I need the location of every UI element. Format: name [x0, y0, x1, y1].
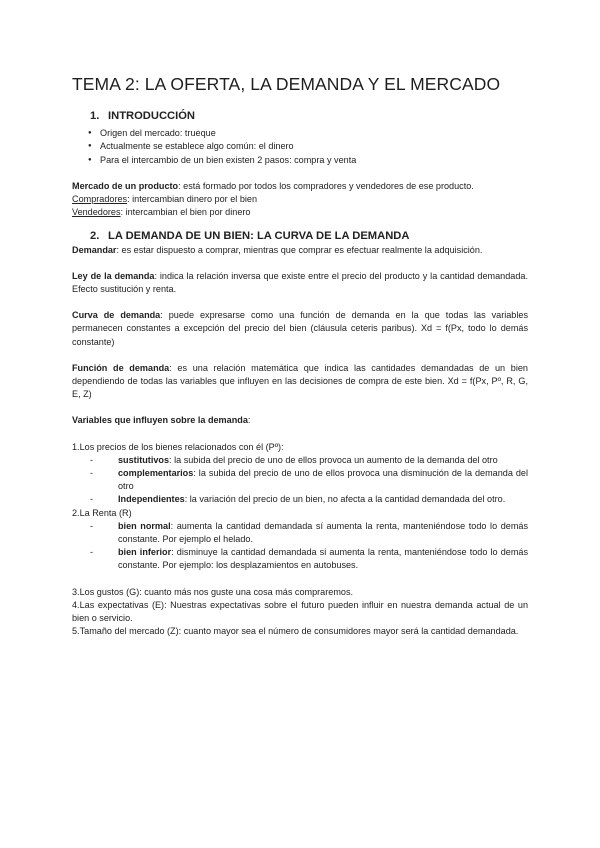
paragraph-curva [72, 309, 528, 349]
page-title: TEMA 2: LA OFERTA, LA DEMANDA Y EL MERCADO [72, 74, 501, 94]
term: Demandar [72, 244, 117, 255]
definition: : intercambian dinero por el bien [127, 194, 258, 205]
document-body [72, 110, 528, 639]
variable-1: 1.Los precios de los bienes relacionados con él (Pº): [72, 441, 284, 452]
list-item [72, 454, 528, 467]
paragraph-mercado [72, 180, 528, 193]
definition: : la subida del precio de uno de ellos provoca un aumento de la demanda del otro [169, 454, 498, 465]
term: Compradores [72, 194, 128, 205]
term: Vendedores [72, 207, 121, 218]
list-item [72, 520, 528, 546]
paragraph-funcion [72, 362, 528, 402]
variables-heading [72, 414, 528, 427]
definition: : indica la relación inversa que existe entre el precio del producto y la cantidad demandada. Efecto sustitución y renta. [72, 270, 528, 295]
section-number: 2. [90, 230, 100, 243]
definition: : intercambian el bien por dinero [120, 207, 251, 218]
list-item: ● Para el intercambio de un bien existen 2 pasos: compra y venta [72, 154, 528, 167]
paragraph-ley [72, 270, 528, 296]
paragraph-demandar [72, 244, 528, 257]
paragraph-vendedores [72, 206, 528, 219]
list-item: ● Origen del mercado: trueque [72, 127, 528, 140]
definition: : puede expresarse como una función de demanda en la que todas las variables permanecen constantes a excepción del precio del bien (cláusula ceteris paribus). Xd = f(Px, todo lo demás constante) [72, 310, 528, 347]
term: bien normal [118, 520, 171, 531]
term: Variables que influyen sobre la demanda [72, 415, 248, 426]
term: Función de demanda [72, 362, 170, 373]
term: Independientes [118, 494, 185, 505]
section-title: LA DEMANDA DE UN BIEN: LA CURVA DE LA DEMANDA [108, 230, 410, 243]
term: complementarios [118, 468, 194, 479]
section-title: INTRODUCCIÓN [108, 110, 196, 122]
colon: : [247, 415, 251, 426]
paragraph-compradores [72, 193, 528, 206]
section-number: 1. [90, 110, 100, 122]
definition: : la variación del precio de un bien, no afecta a la cantidad demandada del otro. [184, 494, 506, 505]
term: Ley de la demanda [72, 270, 155, 281]
variable-4: 4.Las expectativas (E): Nuestras expectativas sobre el futuro pueden influir en nuestra demanda actual de un bien o servicio. [72, 599, 528, 624]
list-item [72, 546, 528, 572]
section-2-heading [90, 230, 528, 243]
variable-2: 2.La Renta (R) [72, 507, 132, 518]
list-item [72, 467, 528, 493]
term: Curva de demanda [72, 310, 161, 321]
definition: : es estar dispuesto a comprar, mientras que comprar es efectuar realmente la adquisición. [116, 244, 483, 255]
definition: : está formado por todos los compradores y vendedores de ese producto. [178, 180, 474, 191]
term: bien inferior [118, 547, 172, 558]
term: sustitutivos [118, 454, 170, 465]
variable-3: 3.Los gustos (G): cuanto más nos guste una cosa más compraremos. [72, 586, 354, 597]
definition: : es una relación matemática que indica las cantidades demandadas de un bien dependiendo de todas las variables que influyen en las decisiones de compra de este bien. Xd = f(Px, Pº, R, G, E, Z) [72, 362, 528, 400]
variable-5: 5.Tamaño del mercado (Z): cuanto mayor sea el número de consumidores mayor será la cantidad demandada. [72, 626, 519, 637]
section-1-heading [90, 110, 528, 123]
definition: : disminuye la cantidad demandada si aumenta la renta, manteniéndose todo lo demás constante. Por ejemplo: los desplazamientos en autobuses. [118, 547, 529, 571]
definition: : la subida del precio de uno de ellos provoca una disminución de la demanda del otro [118, 468, 528, 492]
list-item [72, 493, 528, 506]
term: Mercado de un producto [72, 180, 179, 191]
definition: : aumenta la cantidad demandada sí aumenta la renta, manteniéndose todo lo demás constante. Por ejemplo el helado. [118, 520, 528, 545]
list-item: ● Actualmente se establece algo común: el dinero [72, 140, 528, 153]
